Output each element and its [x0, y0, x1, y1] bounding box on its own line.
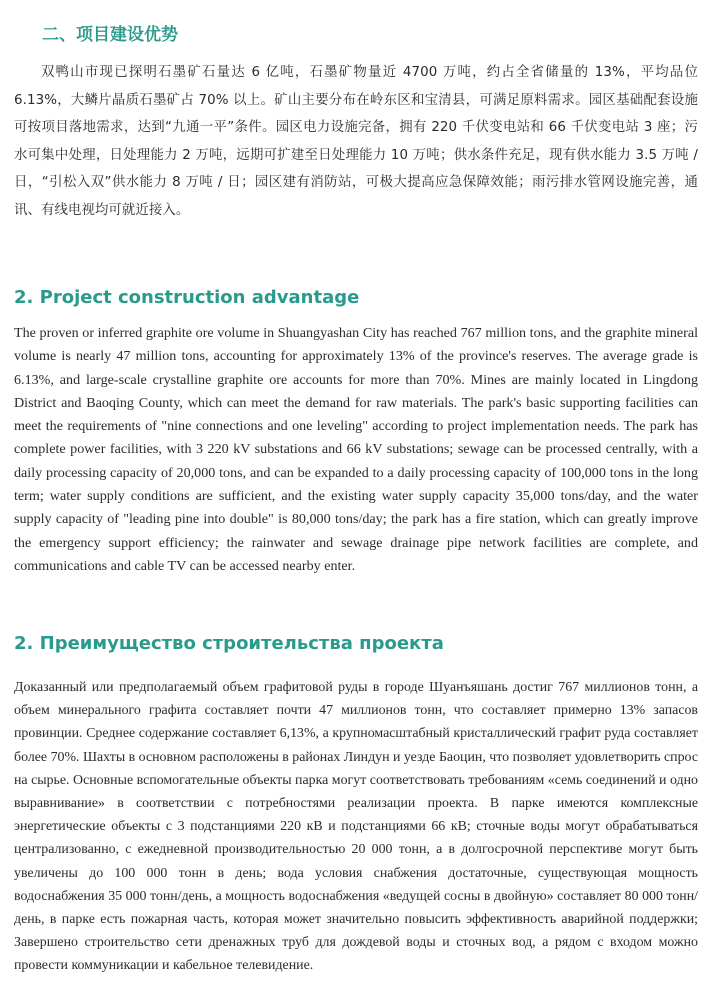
section-body-en: The proven or inferred graphite ore volume in Shuangyashan City has reached 767 million tons, and the graphite mineral volume is nearly 47 million tons, accounting for approximately 13% of the province's reserves. The average grade is 6.13%, and large-scale crystalline graphite ore accounts for more than 70%. Mines are mainly located in Lingdong District and Baoqing County, which can meet the demand for raw materials. The park's basic supporting facilities can meet the requirements of "nine connections and one leveling" according to project implementation needs. The park has complete power facilities, with 3 220 kV substations and 66 kV substations; sewage can be processed centrally, with a daily processing capacity of 20,000 tons, and can be expanded to a daily processing capacity of 100,000 tons in the long term; water supply conditions are sufficient, and the existing water supply capacity 35,000 tons/day, and the water supply capacity of "leading pine into double" is 80,000 tons/day; the park has a fire station, which can greatly improve the emergency support efficiency; the rainwater and sewage drainage pipe network facilities are complete, and communications and cable TV can be accessed nearby enter. — [14, 325, 698, 574]
section-heading-zh: 二、项目建设优势 — [42, 25, 178, 45]
section-body-ru: Доказанный или предполагаемый объем графитовой руды в городе Шуанъяшань достиг 767 миллионов тонн, а объем минерального графита составляет почти 47 миллионов тонн, что составляет примерно 13% запасов провинции. Среднее содержание составляет 6,13%, а крупномасштабный кристаллический графит руда составляет более 70%. Шахты в основном расположены в районах Линдун и уезде Баоцин, что позволяет удовлетворить спрос на сырье. Основные вспомогательные объекты парка могут соответствовать требованиям «семь соединений и одно выравнивание» в соответствии с потребностями реализации проекта. В парке имеются комплексные энергетические объекты с 3 подстанциями 220 кВ и подстанциями 66 кВ; сточные воды могут обрабатываться централизованно, с ежедневной производительностью 20 000 тонн, а в долгосрочной перспективе могут быть увеличены до 100 000 тонн в день; вода условия снабжения достаточные, существующая мощность водоснабжения 35 000 тонн/день, а мощность водоснабжения «ведущей сосны в двойную» составляет 80 000 тонн/день, в парке есть пожарная часть, которая может значительно повысить эффективность аварийной поддержки; Завершено строительство сети дренажных труб для дождевой воды и сточных вод, а рядом с входом можно провести коммуникации и кабельное телевидение. — [14, 680, 698, 974]
section-chinese — [0, 22, 713, 218]
section-heading-ru: 2. Преимущество строительства проекта — [14, 633, 444, 654]
section-english — [0, 284, 713, 574]
section-body-zh: 双鸭山市现已探明石墨矿石量达 6 亿吨，石墨矿物量近 4700 万吨，约占全省储量的 13%，平均品位 6.13%，大鳞片晶质石墨矿占 70% 以上。矿山主要分布在岭东区和宝清县，可满足原料需求。园区基础配套设施可按项目落地需求，达到“九通一平”条件。园区电力设施完备，拥有 220 千伏变电站和 66 千伏变电站 3 座；污水可集中处理，日处理能力 2 万吨，远期可扩建至日处理能力 10 万吨；供水条件充足，现有供水能力 3.5 万吨 / 日，“引松入双”供水能力 8 万吨 / 日；园区建有消防站，可极大提高应急保障效能；雨污排水管网设施完善，通讯、有线电视均可就近接入。 — [14, 65, 698, 218]
section-heading-en: 2. Project construction advantage — [14, 287, 360, 308]
section-russian — [0, 630, 713, 974]
